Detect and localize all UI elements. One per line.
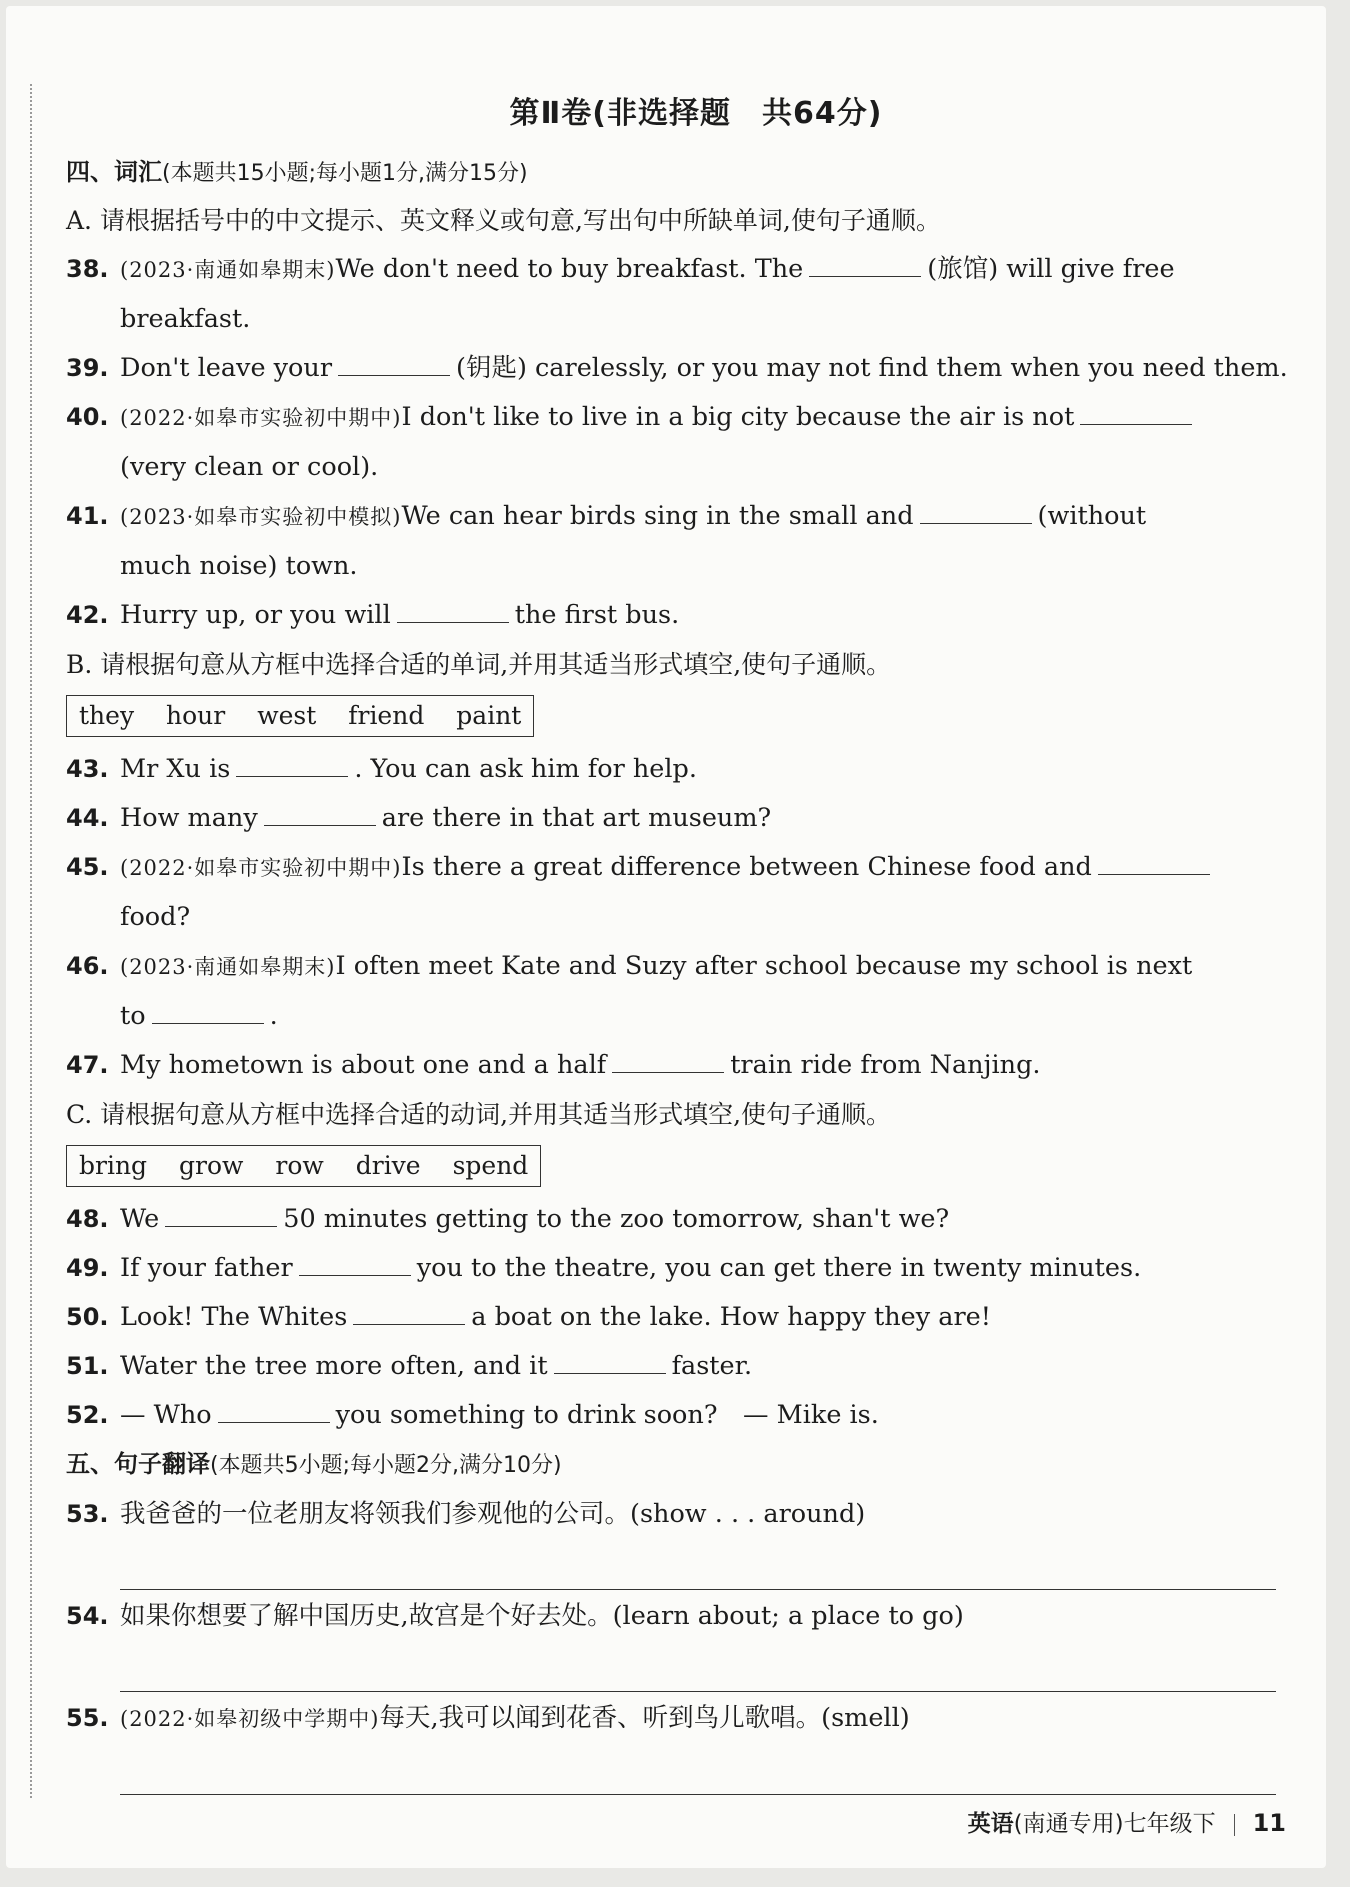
answer-blank[interactable] (218, 1400, 330, 1423)
answer-line[interactable] (120, 1539, 1276, 1590)
question-42: 42. Hurry up, or you will the first bus. (66, 600, 680, 630)
part-b-instruction: B. 请根据句意从方框中选择合适的单词,并用其适当形式填空,使句子通顺。 (66, 650, 892, 679)
word-option: friend (348, 701, 425, 730)
answer-blank[interactable] (236, 754, 348, 777)
word-option: west (257, 701, 317, 730)
question-50: 50. Look! The Whites a boat on the lake. How happy they are! (66, 1302, 992, 1332)
question-45: 45. (2022·如皋市实验初中期中)Is there a great difference between Chinese food and food? (66, 843, 1276, 942)
answer-blank[interactable] (1080, 402, 1192, 425)
answer-blank[interactable] (152, 1001, 264, 1024)
question-54: 54. 如果你想要了解中国历史,故宫是个好去处。(learn about; a place to go) (66, 1601, 964, 1631)
page-title: 第Ⅱ卷(非选择题 共64分) (509, 96, 883, 131)
section-translate-heading: 五、句子翻译(本题共5小题;每小题2分,满分10分) (66, 1450, 562, 1478)
word-box-c (66, 1145, 541, 1187)
worksheet-page (6, 6, 1326, 1868)
word-option: drive (355, 1151, 421, 1180)
answer-blank[interactable] (264, 803, 376, 826)
word-option: grow (179, 1151, 244, 1180)
answer-blank[interactable] (165, 1204, 277, 1227)
question-44: 44. How many are there in that art museum? (66, 803, 772, 833)
word-box-b (66, 695, 534, 737)
question-38: 38. (2023·南通如皋期末)We don't need to buy breakfast. The (旅馆) will give free breakfast. (66, 254, 1175, 334)
binding-dotted-line (30, 84, 32, 1798)
answer-blank[interactable] (554, 1351, 666, 1374)
answer-blank[interactable] (338, 353, 450, 376)
part-a-instruction: A. 请根据括号中的中文提示、英文释义或句意,写出句中所缺单词,使句子通顺。 (66, 206, 941, 235)
answer-blank[interactable] (612, 1050, 724, 1073)
answer-blank[interactable] (809, 254, 921, 277)
question-41: 41. (2023·如皋市实验初中模拟)We can hear birds sing in the small and (without much noise) town. (66, 501, 1147, 581)
page-number: 11 (1252, 1809, 1286, 1837)
word-option: hour (166, 701, 226, 730)
word-option: spend (452, 1151, 529, 1180)
footer-course: 英语 (967, 1811, 1014, 1837)
answer-blank[interactable] (353, 1302, 465, 1325)
section-vocab-heading: 四、词汇(本题共15小题;每小题1分,满分15分) (66, 158, 528, 186)
word-option: they (79, 701, 135, 730)
word-option: row (275, 1151, 324, 1180)
part-c-instruction: C. 请根据句意从方框中选择合适的动词,并用其适当形式填空,使句子通顺。 (66, 1100, 892, 1129)
question-43: 43. Mr Xu is . You can ask him for help. (66, 754, 697, 784)
question-39: 39. Don't leave your (钥匙) carelessly, or you may not find them when you need them. (66, 353, 1288, 383)
page-footer (968, 1805, 1286, 1838)
answer-blank[interactable] (299, 1253, 411, 1276)
translation-questions (66, 1490, 1276, 1795)
word-option: paint (456, 701, 522, 730)
question-47: 47. My hometown is about one and a half train ride from Nanjing. (66, 1050, 1041, 1080)
question-53: 53. 我爸爸的一位老朋友将领我们参观他的公司。(show . . . around) (66, 1499, 866, 1529)
answer-blank[interactable] (920, 501, 1032, 524)
question-52: 52. — Who you something to drink soon? — Mike is. (66, 1400, 879, 1430)
question-46: 46. (2023·南通如皋期末)I often meet Kate and Suzy after school because my school is next to . (66, 951, 1193, 1031)
answer-blank[interactable] (397, 600, 509, 623)
word-option: bring (79, 1151, 148, 1180)
question-55: 55. (2022·如皋初级中学期中)每天,我可以闻到花香、听到鸟儿歌唱。(smell) (66, 1703, 910, 1733)
question-49: 49. If your father you to the theatre, you can get there in twenty minutes. (66, 1253, 1142, 1283)
page-content (66, 88, 1288, 1795)
answer-line[interactable] (120, 1641, 1276, 1692)
footer-separator (1234, 1814, 1235, 1836)
answer-blank[interactable] (1098, 852, 1210, 875)
footer-edition: (南通专用)七年级下 (1013, 1811, 1216, 1837)
question-40: 40. (2022·如皋市实验初中期中)I don't like to live in a big city because the air is not (very clean or cool). (66, 393, 1276, 492)
question-48: 48. We 50 minutes getting to the zoo tomorrow, shan't we? (66, 1204, 950, 1234)
question-51: 51. Water the tree more often, and it faster. (66, 1351, 753, 1381)
answer-line[interactable] (120, 1744, 1276, 1795)
